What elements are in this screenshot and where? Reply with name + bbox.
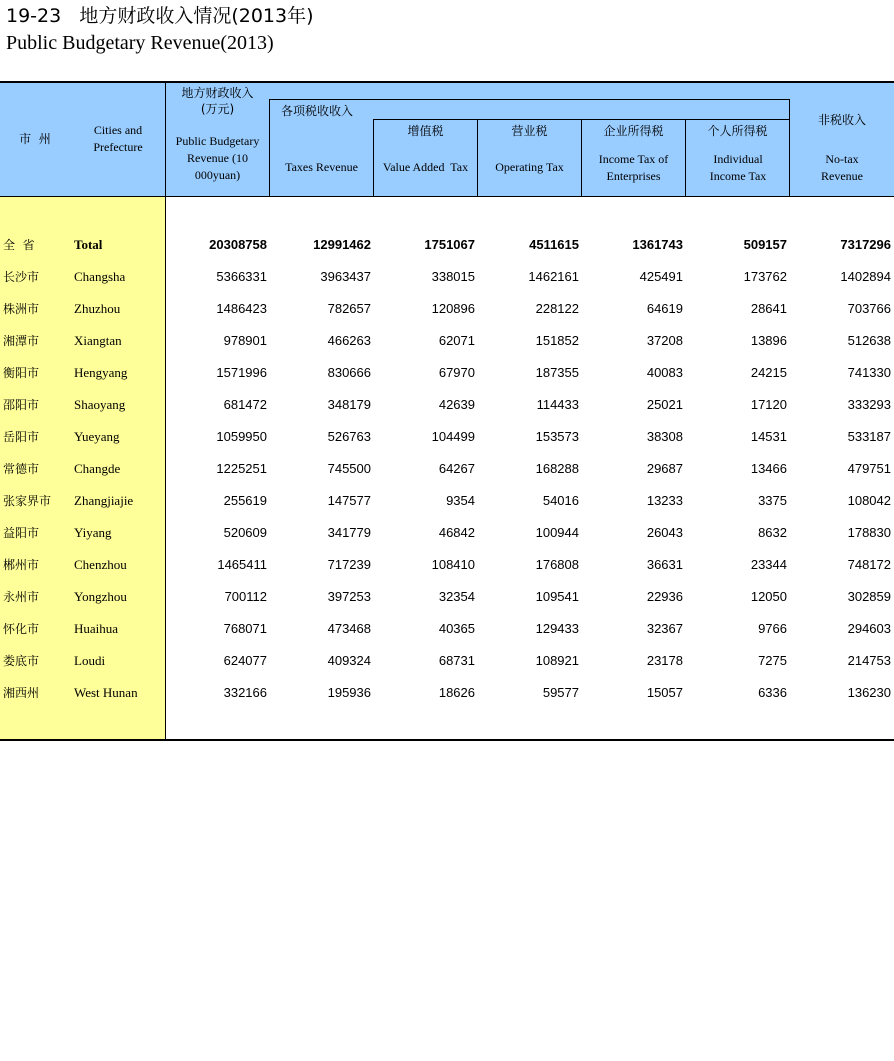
row-label-cn: 常德市 (3, 462, 40, 476)
header-individual-cn: 个人所得税 (707, 124, 768, 138)
row-label-en: West Hunan (74, 685, 138, 700)
cell-enterprise-tax: 13233 (646, 493, 683, 508)
row-label-cn: 湘西州 (3, 686, 40, 700)
table-row (0, 613, 894, 645)
header-revenue-cn-2: (万元) (200, 102, 235, 116)
cell-operating: 151852 (535, 333, 579, 348)
header-individual-en: Individual Income Tax (709, 152, 767, 183)
table-row (0, 293, 894, 325)
cell-vat: 46842 (438, 525, 475, 540)
header-vat-cn: 增值税 (407, 124, 444, 138)
cell-taxes: 348179 (327, 397, 371, 412)
header-taxes-group-cn: 各项税收收入 (281, 104, 354, 118)
cell-individual-tax: 3375 (758, 493, 787, 508)
cell-nontax: 533187 (847, 429, 891, 444)
cell-vat: 40365 (438, 621, 475, 636)
cell-revenue: 978901 (223, 333, 267, 348)
cell-revenue: 700112 (224, 589, 267, 604)
table-row (0, 581, 894, 613)
cell-individual-tax: 6336 (758, 685, 787, 700)
cell-revenue: 768071 (223, 621, 267, 636)
cell-operating: 176808 (535, 557, 579, 572)
cell-taxes: 466263 (327, 333, 371, 348)
row-label-cn: 衡阳市 (3, 366, 40, 380)
cell-nontax: 479751 (847, 461, 891, 476)
row-label-cn: 岳阳市 (3, 430, 40, 444)
row-label-en: Changde (74, 461, 121, 476)
cell-vat: 104499 (431, 429, 475, 444)
cell-operating: 1462161 (528, 269, 579, 284)
cell-individual-tax: 9766 (758, 621, 787, 636)
cell-individual-tax: 8632 (758, 525, 787, 540)
header-nontax-cn: 非税收入 (817, 113, 866, 127)
cell-revenue: 255619 (223, 493, 267, 508)
cell-vat: 9354 (446, 493, 475, 508)
row-label-cn: 娄底市 (3, 654, 40, 668)
table-row (0, 229, 894, 261)
cell-enterprise-tax: 38308 (646, 429, 683, 444)
cell-enterprise-tax: 23178 (646, 653, 683, 668)
cell-nontax: 7317296 (840, 237, 891, 252)
cell-taxes: 3963437 (320, 269, 371, 284)
row-label-cn: 郴州市 (3, 558, 40, 572)
revenue-table (0, 81, 894, 741)
table-bottom-border (0, 739, 894, 741)
cell-enterprise-tax: 1361743 (632, 237, 683, 252)
cell-operating: 4511615 (529, 237, 579, 252)
cell-nontax: 178830 (847, 525, 891, 540)
cell-individual-tax: 17120 (750, 397, 787, 412)
cell-enterprise-tax: 40083 (646, 365, 683, 380)
cell-vat: 68731 (438, 653, 475, 668)
cell-taxes: 782657 (327, 301, 371, 316)
cell-individual-tax: 173762 (743, 269, 787, 284)
table-row (0, 261, 894, 293)
cell-vat: 338015 (431, 269, 475, 284)
cell-revenue: 624077 (223, 653, 267, 668)
cell-taxes: 195936 (327, 685, 371, 700)
cell-operating: 109541 (535, 589, 579, 604)
cell-enterprise-tax: 22936 (646, 589, 683, 604)
header-nontax-en: No-tax Revenue (821, 152, 863, 183)
row-label-cn: 全 省 (3, 238, 35, 252)
cell-revenue: 681472 (223, 397, 267, 412)
cell-taxes: 12991462 (313, 237, 371, 252)
cell-enterprise-tax: 26043 (646, 525, 683, 540)
row-label-en: Total (74, 237, 103, 252)
table-row (0, 421, 894, 453)
row-label-en: Yueyang (74, 429, 120, 444)
header-operating-en: Operating Tax (495, 160, 564, 174)
row-label-en: Zhangjiajie (74, 493, 134, 508)
cell-nontax: 294603 (847, 621, 891, 636)
cell-enterprise-tax: 29687 (646, 461, 683, 476)
cell-vat: 32354 (438, 589, 475, 604)
cell-individual-tax: 13466 (750, 461, 787, 476)
cell-enterprise-tax: 25021 (646, 397, 683, 412)
row-label-cn: 怀化市 (3, 622, 40, 636)
cell-vat: 120896 (431, 301, 475, 316)
cell-enterprise-tax: 37208 (646, 333, 683, 348)
taxes-group-top-border (269, 99, 790, 100)
cell-revenue: 1486423 (216, 301, 267, 316)
cell-nontax: 748172 (847, 557, 891, 572)
title-block (6, 4, 314, 57)
cell-vat: 1751067 (424, 237, 475, 252)
table-row (0, 485, 894, 517)
row-label-cn: 永州市 (3, 590, 40, 604)
header-taxes-en: Taxes Revenue (285, 160, 358, 174)
row-label-en: Shaoyang (74, 397, 126, 412)
cell-taxes: 147577 (327, 493, 371, 508)
cell-nontax: 741330 (847, 365, 891, 380)
cell-revenue: 1571996 (216, 365, 267, 380)
row-label-cn: 株洲市 (3, 302, 40, 316)
cell-vat: 108410 (431, 557, 475, 572)
cell-enterprise-tax: 15057 (646, 685, 683, 700)
cell-operating: 187355 (535, 365, 579, 380)
cell-nontax: 108042 (847, 493, 891, 508)
title-english: Public Budgetary Revenue(2013) (6, 32, 274, 54)
cell-operating: 59577 (542, 685, 579, 700)
cell-operating: 228122 (535, 301, 579, 316)
header-city-en: Cities and Prefecture (93, 123, 143, 154)
row-label-en: Hengyang (74, 365, 128, 380)
cell-operating: 114433 (536, 397, 579, 412)
cell-operating: 100944 (535, 525, 579, 540)
cell-nontax: 333293 (847, 397, 891, 412)
row-label-cn: 湘潭市 (3, 334, 40, 348)
cell-operating: 108921 (535, 653, 579, 668)
header-enterprise-en: Income Tax of Enterprises (598, 152, 669, 183)
cell-operating: 168288 (535, 461, 579, 476)
cell-individual-tax: 7275 (758, 653, 787, 668)
header-city-cn: 市 州 (19, 132, 51, 146)
cell-individual-tax: 24215 (750, 365, 787, 380)
cell-taxes: 409324 (327, 653, 371, 668)
header-revenue-cn-1: 地方财政收入 (181, 86, 254, 100)
cell-taxes: 830666 (327, 365, 371, 380)
row-label-cn: 益阳市 (3, 526, 40, 540)
cell-enterprise-tax: 32367 (646, 621, 683, 636)
cell-individual-tax: 14531 (750, 429, 787, 444)
header-vat-en: Value Added Tax (382, 160, 469, 174)
cell-individual-tax: 12050 (750, 589, 787, 604)
cell-nontax: 214753 (847, 653, 891, 668)
cell-revenue: 520609 (223, 525, 267, 540)
cell-nontax: 1402894 (840, 269, 891, 284)
cell-enterprise-tax: 36631 (646, 557, 683, 572)
cell-revenue: 1059950 (216, 429, 267, 444)
cell-enterprise-tax: 425491 (639, 269, 683, 284)
cell-revenue: 1225251 (216, 461, 267, 476)
header-divider-1 (269, 99, 270, 197)
cell-nontax: 302859 (847, 589, 891, 604)
row-label-en: Huaihua (74, 621, 119, 636)
cell-individual-tax: 28641 (750, 301, 787, 316)
cell-taxes: 473468 (327, 621, 371, 636)
row-label-en: Changsha (74, 269, 126, 284)
row-label-cn: 张家界市 (3, 494, 52, 508)
table-row (0, 325, 894, 357)
cell-taxes: 341779 (327, 525, 371, 540)
cell-vat: 64267 (438, 461, 475, 476)
cell-vat: 18626 (438, 685, 475, 700)
table-row (0, 549, 894, 581)
table-row (0, 389, 894, 421)
cell-nontax: 136230 (847, 685, 891, 700)
row-label-en: Yongzhou (74, 589, 127, 604)
row-label-en: Xiangtan (74, 333, 122, 348)
cell-individual-tax: 23344 (750, 557, 787, 572)
cell-operating: 54016 (542, 493, 579, 508)
header-bottom-border (0, 196, 894, 197)
table-row (0, 357, 894, 389)
cell-revenue: 1465411 (217, 557, 267, 572)
cell-vat: 67970 (438, 365, 475, 380)
cell-vat: 42639 (438, 397, 475, 412)
cell-nontax: 512638 (847, 333, 891, 348)
cell-individual-tax: 13896 (750, 333, 787, 348)
cell-enterprise-tax: 64619 (646, 301, 683, 316)
table-top-border (0, 81, 894, 83)
row-label-cn: 长沙市 (3, 270, 40, 284)
cell-revenue: 332166 (223, 685, 267, 700)
table-row (0, 645, 894, 677)
cell-taxes: 745500 (327, 461, 371, 476)
table-row (0, 517, 894, 549)
cell-vat: 62071 (438, 333, 475, 348)
cell-nontax: 703766 (847, 301, 891, 316)
tax-subgroup-top-border (373, 119, 790, 120)
row-label-en: Chenzhou (74, 557, 127, 572)
table-row (0, 677, 894, 709)
cell-revenue: 5366331 (216, 269, 267, 284)
row-label-en: Loudi (74, 653, 106, 668)
row-label-en: Yiyang (74, 525, 112, 540)
cell-taxes: 397253 (327, 589, 371, 604)
cell-operating: 129433 (535, 621, 579, 636)
table-row (0, 453, 894, 485)
title-chinese: 19-23 地方财政收入情况(2013年) (6, 5, 314, 27)
row-label-en: Zhuzhou (74, 301, 121, 316)
cell-revenue: 20308758 (209, 237, 267, 252)
header-operating-cn: 营业税 (511, 124, 548, 138)
row-label-cn: 邵阳市 (3, 398, 40, 412)
header-revenue-en: Public Budgetary Revenue (10 000yuan) (175, 134, 260, 182)
cell-taxes: 717239 (327, 557, 371, 572)
cell-individual-tax: 509157 (743, 237, 787, 252)
cell-taxes: 526763 (327, 429, 371, 444)
header-enterprise-cn: 企业所得税 (603, 124, 664, 138)
cell-operating: 153573 (535, 429, 579, 444)
